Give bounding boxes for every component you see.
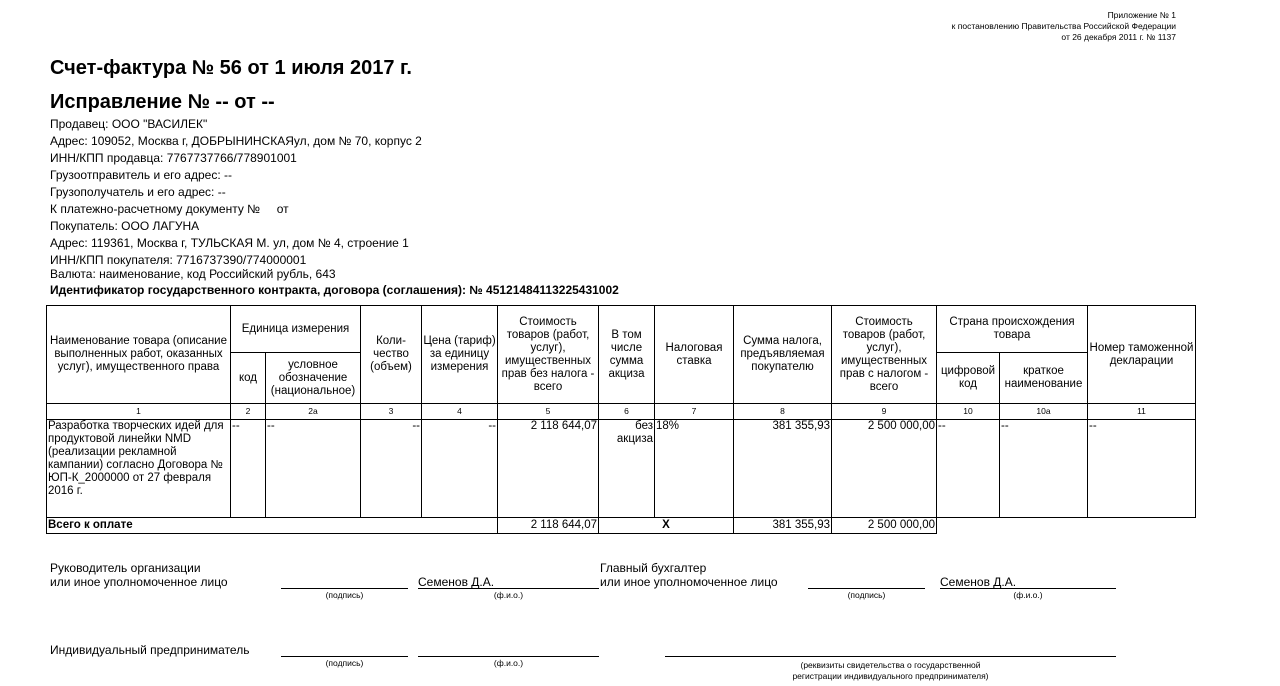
accountant-name: Семенов Д.А. — [940, 575, 1017, 589]
row-name: Разработка творческих идей для продуктовой линейки NMD (реализации рекламной кампании) согласно Договора № ЮП-К_2000000 от 27 февраля 2016 г. — [47, 420, 231, 518]
row-country-code: -- — [937, 420, 1000, 518]
col-number: 5 — [498, 404, 599, 420]
col-number: 7 — [655, 404, 734, 420]
head-label — [50, 561, 228, 589]
header-excise: В том числе сумма акциза — [599, 306, 655, 404]
buyer-address: Адрес: 119361, Москва г, ТУЛЬСКАЯ М. ул, дом № 4, строение 1 — [50, 236, 409, 250]
col-number: 2 — [231, 404, 266, 420]
appendix-line-1: Приложение № 1 — [1107, 10, 1176, 20]
accountant-fio-caption: (ф.и.о.) — [1013, 590, 1043, 600]
header-country-name: краткое наименование — [1000, 353, 1088, 404]
accountant-signature-caption: (подпись) — [847, 590, 886, 600]
header-unit-code: код — [231, 353, 266, 404]
header-country: Страна происхождения товара — [937, 306, 1088, 353]
appendix-line-3: от 26 декабря 2011 г. № 1137 — [1061, 32, 1176, 42]
seller-inn: ИНН/КПП продавца: 7767737766/778901001 — [50, 151, 297, 165]
header-name: Наименование товара (описание выполненных работ, оказанных услуг), имущественного права — [47, 306, 231, 404]
consignee: Грузополучатель и его адрес: -- — [50, 185, 226, 199]
registration-caption — [665, 660, 1116, 682]
col-number: 10а — [1000, 404, 1088, 420]
registration-line — [665, 656, 1116, 657]
appendix-note — [952, 10, 1176, 43]
total-empty — [1000, 518, 1088, 534]
row-tax-rate: 18% — [655, 420, 734, 518]
col-number: 3 — [361, 404, 422, 420]
total-label: Всего к оплате — [47, 518, 498, 534]
head-label-line-2: или иное уполномоченное лицо — [50, 575, 228, 589]
contract-id: Идентификатор государственного контракта, договора (соглашения): № 45121484113225431002 — [50, 283, 619, 297]
row-unit-symbol: -- — [266, 420, 361, 518]
accountant-label-line-2: или иное уполномоченное лицо — [600, 575, 778, 589]
correction-title: Исправление № -- от -- — [50, 91, 275, 113]
header-unit: Единица измерения — [231, 306, 361, 353]
row-customs: -- — [1088, 420, 1196, 518]
head-name-line — [418, 588, 599, 589]
row-price: -- — [422, 420, 498, 518]
total-empty — [1088, 518, 1196, 534]
col-number: 2а — [266, 404, 361, 420]
invoice-title: Счет-фактура № 56 от 1 июля 2017 г. — [50, 57, 412, 79]
accountant-label — [600, 561, 778, 589]
registration-caption-line-2: регистрации индивидуального предпринимателя) — [792, 671, 989, 681]
total-cost-no-tax: 2 118 644,07 — [498, 518, 599, 534]
header-country-code: цифровой код — [937, 353, 1000, 404]
head-name: Семенов Д.А. — [418, 575, 495, 589]
header-unit-symbol: условное обозначение (национальное) — [266, 353, 361, 404]
table-row — [47, 420, 1196, 518]
entrepreneur-signature-line — [281, 656, 408, 657]
header-qty: Коли-чество (объем) — [361, 306, 422, 404]
row-excise: без акциза — [599, 420, 655, 518]
col-number: 6 — [599, 404, 655, 420]
header-price: Цена (тариф) за единицу измерения — [422, 306, 498, 404]
currency: Валюта: наименование, код Российский рубль, 643 — [50, 267, 336, 281]
col-number: 9 — [832, 404, 937, 420]
entrepreneur-fio-caption: (ф.и.о.) — [493, 658, 524, 668]
invoice-table — [46, 305, 1196, 534]
col-number: 10 — [937, 404, 1000, 420]
payment-doc: К платежно-расчетному документу № от — [50, 202, 289, 216]
col-number: 11 — [1088, 404, 1196, 420]
col-number: 8 — [734, 404, 832, 420]
col-number: 1 — [47, 404, 231, 420]
total-mark: X — [599, 518, 734, 534]
total-empty — [937, 518, 1000, 534]
header-cost-no-tax: Стоимость товаров (работ, услуг), имущественных прав без налога - всего — [498, 306, 599, 404]
col-number: 4 — [422, 404, 498, 420]
row-cost-with-tax: 2 500 000,00 — [832, 420, 937, 518]
shipper: Грузоотправитель и его адрес: -- — [50, 168, 232, 182]
row-cost-no-tax: 2 118 644,07 — [498, 420, 599, 518]
total-cost-with-tax: 2 500 000,00 — [832, 518, 937, 534]
row-qty: -- — [361, 420, 422, 518]
entrepreneur-label: Индивидуальный предприниматель — [50, 643, 250, 657]
header-cost-with-tax: Стоимость товаров (работ, услуг), имущественных прав с налогом - всего — [832, 306, 937, 404]
row-tax-sum: 381 355,93 — [734, 420, 832, 518]
buyer: Покупатель: ООО ЛАГУНА — [50, 219, 200, 233]
column-numbers-row — [47, 404, 1196, 420]
row-country-name: -- — [1000, 420, 1088, 518]
entrepreneur-name-line — [418, 656, 599, 657]
total-tax-sum: 381 355,93 — [734, 518, 832, 534]
header-tax-rate: Налоговая ставка — [655, 306, 734, 404]
seller-address: Адрес: 109052, Москва г, ДОБРЫНИНСКАЯул, дом № 70, корпус 2 — [50, 134, 422, 148]
accountant-signature-line — [808, 588, 925, 589]
appendix-line-2: к постановлению Правительства Российской Федерации — [951, 21, 1176, 31]
head-label-line-1: Руководитель организации — [50, 561, 201, 575]
head-signature-caption: (подпись) — [325, 590, 364, 600]
registration-caption-line-1: (реквизиты свидетельства о государственной — [800, 660, 981, 670]
buyer-inn: ИНН/КПП покупателя: 7716737390/774000001 — [50, 253, 307, 267]
seller: Продавец: ООО "ВАСИЛЕК" — [50, 117, 208, 131]
header-tax-sum: Сумма налога, предъявляемая покупателю — [734, 306, 832, 404]
head-signature-line — [281, 588, 408, 589]
accountant-label-line-1: Главный бухгалтер — [600, 561, 707, 575]
header-customs: Номер таможенной декларации — [1088, 306, 1196, 404]
entrepreneur-signature-caption: (подпись) — [325, 658, 364, 668]
row-unit-code: -- — [231, 420, 266, 518]
total-row — [47, 518, 1196, 534]
accountant-name-line — [940, 588, 1116, 589]
head-fio-caption: (ф.и.о.) — [493, 590, 524, 600]
